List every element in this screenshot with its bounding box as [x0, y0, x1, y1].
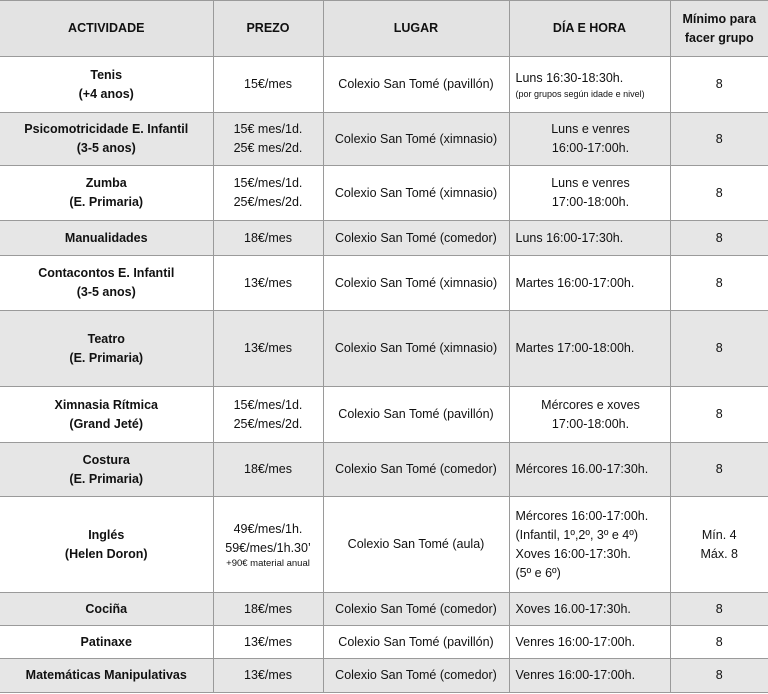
cell-lugar: Colexio San Tomé (ximnasio)	[323, 256, 509, 311]
prezo-text: 15€/mes/1d.	[233, 397, 303, 412]
cell-minimo	[670, 221, 768, 256]
dia-hora-text: Mércores e xoves	[541, 397, 640, 412]
cell-actividade	[0, 57, 213, 113]
dia-hora-text: Luns 16:00-17:30h.	[515, 230, 624, 245]
cell-minimo	[670, 659, 768, 693]
actividade-text: Inglés	[88, 527, 125, 542]
cell-dia-hora	[509, 443, 670, 497]
minimo-text: 8	[715, 77, 723, 91]
prezo-text: 18€/mes	[244, 462, 292, 476]
actividade-text: Matemáticas Manipulativas	[25, 668, 187, 682]
cell-dia-hora	[509, 57, 670, 113]
cell-actividade	[0, 387, 213, 443]
dia-hora-text: Mércores 16:00-17:00h.	[515, 508, 649, 523]
actividade-text: (3-5 anos)	[76, 285, 136, 299]
actividade-text: Ximnasia Rítmica	[54, 397, 158, 412]
prezo-text: 49€/mes/1h.	[233, 521, 303, 536]
minimo-text: 8	[715, 230, 723, 245]
cell-prezo	[213, 166, 323, 221]
cell-minimo	[670, 256, 768, 311]
cell-minimo	[670, 113, 768, 166]
cell-prezo	[213, 57, 323, 113]
prezo-text: 18€/mes	[244, 601, 292, 616]
header-row	[0, 1, 768, 57]
cell-dia-hora	[509, 166, 670, 221]
prezo-text: 15€/mes	[244, 77, 292, 91]
dia-hora-text: Luns e venres	[551, 122, 630, 136]
cell-prezo	[213, 221, 323, 256]
minimo-text: Mín. 4	[701, 527, 737, 542]
minimo-text: 8	[715, 341, 723, 355]
prezo-text: 25€ mes/2d.	[233, 141, 303, 155]
dia-hora-text: (5º e 6º)	[515, 565, 561, 580]
cell-lugar: Colexio San Tomé (ximnasio)	[323, 113, 509, 166]
actividade-text: (E. Primaria)	[69, 350, 144, 365]
cell-prezo	[213, 593, 323, 626]
table-row	[0, 256, 768, 311]
minimo-text: 8	[715, 601, 723, 616]
cell-prezo	[213, 659, 323, 693]
header-dia-hora: DÍA E HORA	[509, 1, 670, 57]
dia-hora-text: 16:00-17:00h.	[551, 141, 630, 155]
cell-dia-hora	[509, 311, 670, 387]
actividade-text: Zumba	[85, 176, 127, 190]
minimo-text: 8	[715, 407, 723, 421]
actividade-text: (3-5 anos)	[76, 141, 136, 155]
dia-hora-text: (Infantil, 1º,2º, 3º e 4º)	[515, 527, 638, 542]
dia-hora-text: Luns 16:30-18:30h.	[515, 71, 624, 85]
actividade-text: Contacontos E. Infantil	[38, 266, 175, 280]
prezo-text: 13€/mes	[244, 634, 292, 649]
cell-dia-hora	[509, 593, 670, 626]
cell-actividade	[0, 659, 213, 693]
cell-dia-hora	[509, 113, 670, 166]
actividade-text: Patinaxe	[80, 634, 132, 649]
cell-dia-hora	[509, 626, 670, 659]
cell-minimo	[670, 57, 768, 113]
cell-minimo	[670, 443, 768, 497]
header-prezo: PREZO	[213, 1, 323, 57]
cell-actividade	[0, 311, 213, 387]
cell-actividade	[0, 626, 213, 659]
cell-lugar: Colexio San Tomé (aula)	[323, 497, 509, 593]
minimo-text: 8	[715, 131, 723, 146]
prezo-text: 13€/mes	[244, 341, 292, 355]
dia-hora-note: (por grupos según idade e nivel)	[515, 89, 645, 99]
table-row	[0, 311, 768, 387]
minimo-text: 8	[715, 275, 723, 290]
cell-lugar: Colexio San Tomé (comedor)	[323, 221, 509, 256]
prezo-text: 59€/mes/1h.30’	[225, 540, 311, 555]
prezo-text: 13€/mes	[244, 275, 292, 290]
cell-dia-hora	[509, 659, 670, 693]
cell-minimo	[670, 311, 768, 387]
cell-minimo	[670, 497, 768, 593]
cell-lugar: Colexio San Tomé (pavillón)	[323, 387, 509, 443]
cell-minimo	[670, 166, 768, 221]
table-row	[0, 166, 768, 221]
prezo-text: 15€ mes/1d.	[233, 122, 303, 136]
header-actividade: ACTIVIDADE	[0, 1, 213, 57]
minimo-text: 8	[715, 668, 723, 682]
actividade-text: (Grand Jeté)	[69, 416, 144, 431]
actividade-text: (E. Primaria)	[69, 471, 144, 486]
cell-actividade	[0, 497, 213, 593]
dia-hora-text: Venres 16:00-17:00h.	[515, 634, 636, 649]
dia-hora-text: 17:00-18:00h.	[551, 416, 630, 431]
prezo-text: 25€/mes/2d.	[233, 195, 303, 209]
actividade-text: Manualidades	[64, 230, 148, 245]
table-row	[0, 443, 768, 497]
table-row	[0, 113, 768, 166]
actividade-text: (Helen Doron)	[64, 546, 148, 561]
dia-hora-text: Martes 16:00-17:00h.	[515, 275, 635, 290]
actividade-text: Teatro	[87, 331, 125, 346]
cell-prezo	[213, 626, 323, 659]
actividade-text: Costura	[82, 452, 130, 467]
dia-hora-text: 17:00-18:00h.	[551, 195, 630, 209]
prezo-text: 25€/mes/2d.	[233, 416, 303, 431]
minimo-text: 8	[715, 634, 723, 649]
prezo-text: 15€/mes/1d.	[233, 176, 303, 190]
header-minimo-line1: Mínimo para	[682, 11, 757, 26]
cell-lugar: Colexio San Tomé (pavillón)	[323, 626, 509, 659]
cell-minimo	[670, 387, 768, 443]
header-minimo-line2: facer grupo	[684, 30, 754, 45]
cell-minimo	[670, 626, 768, 659]
header-minimo	[670, 1, 768, 57]
cell-dia-hora	[509, 221, 670, 256]
minimo-text: 8	[715, 185, 723, 200]
table-row	[0, 497, 768, 593]
cell-lugar: Colexio San Tomé (comedor)	[323, 659, 509, 693]
table-row	[0, 57, 768, 113]
table-row	[0, 221, 768, 256]
cell-actividade	[0, 443, 213, 497]
prezo-note: +90€ material anual	[226, 557, 310, 569]
table-row	[0, 593, 768, 626]
cell-dia-hora	[509, 256, 670, 311]
actividade-text: Psicomotricidade E. Infantil	[24, 122, 189, 136]
cell-prezo	[213, 256, 323, 311]
table-row	[0, 387, 768, 443]
cell-dia-hora	[509, 387, 670, 443]
cell-lugar: Colexio San Tomé (ximnasio)	[323, 311, 509, 387]
dia-hora-text: Mércores 16.00-17:30h.	[515, 462, 649, 476]
minimo-text: Máx. 8	[700, 546, 738, 561]
dia-hora-text: Martes 17:00-18:00h.	[515, 341, 635, 355]
actividade-text: (E. Primaria)	[69, 195, 144, 209]
cell-prezo	[213, 443, 323, 497]
table-row	[0, 659, 768, 693]
cell-lugar: Colexio San Tomé (comedor)	[323, 443, 509, 497]
actividade-text: Cociña	[85, 601, 128, 616]
cell-lugar: Colexio San Tomé (pavillón)	[323, 57, 509, 113]
actividade-text: Tenis	[90, 67, 123, 82]
minimo-text: 8	[715, 462, 723, 476]
table-body	[0, 57, 768, 693]
dia-hora-text: Luns e venres	[551, 176, 630, 190]
prezo-text: 13€/mes	[244, 668, 292, 682]
cell-lugar: Colexio San Tomé (comedor)	[323, 593, 509, 626]
cell-dia-hora	[509, 497, 670, 593]
cell-actividade	[0, 256, 213, 311]
cell-actividade	[0, 593, 213, 626]
actividade-text: (+4 anos)	[78, 86, 134, 101]
cell-actividade	[0, 113, 213, 166]
dia-hora-text: Xoves 16.00-17:30h.	[515, 601, 631, 616]
header-lugar: LUGAR	[323, 1, 509, 57]
cell-actividade	[0, 221, 213, 256]
dia-hora-text: Venres 16:00-17:00h.	[515, 668, 636, 682]
cell-actividade	[0, 166, 213, 221]
cell-minimo	[670, 593, 768, 626]
cell-prezo	[213, 497, 323, 593]
cell-prezo	[213, 113, 323, 166]
prezo-text: 18€/mes	[244, 230, 292, 245]
dia-hora-text: Xoves 16:00-17:30h.	[515, 546, 631, 561]
table-row	[0, 626, 768, 659]
cell-prezo	[213, 387, 323, 443]
cell-lugar: Colexio San Tomé (ximnasio)	[323, 166, 509, 221]
cell-prezo	[213, 311, 323, 387]
